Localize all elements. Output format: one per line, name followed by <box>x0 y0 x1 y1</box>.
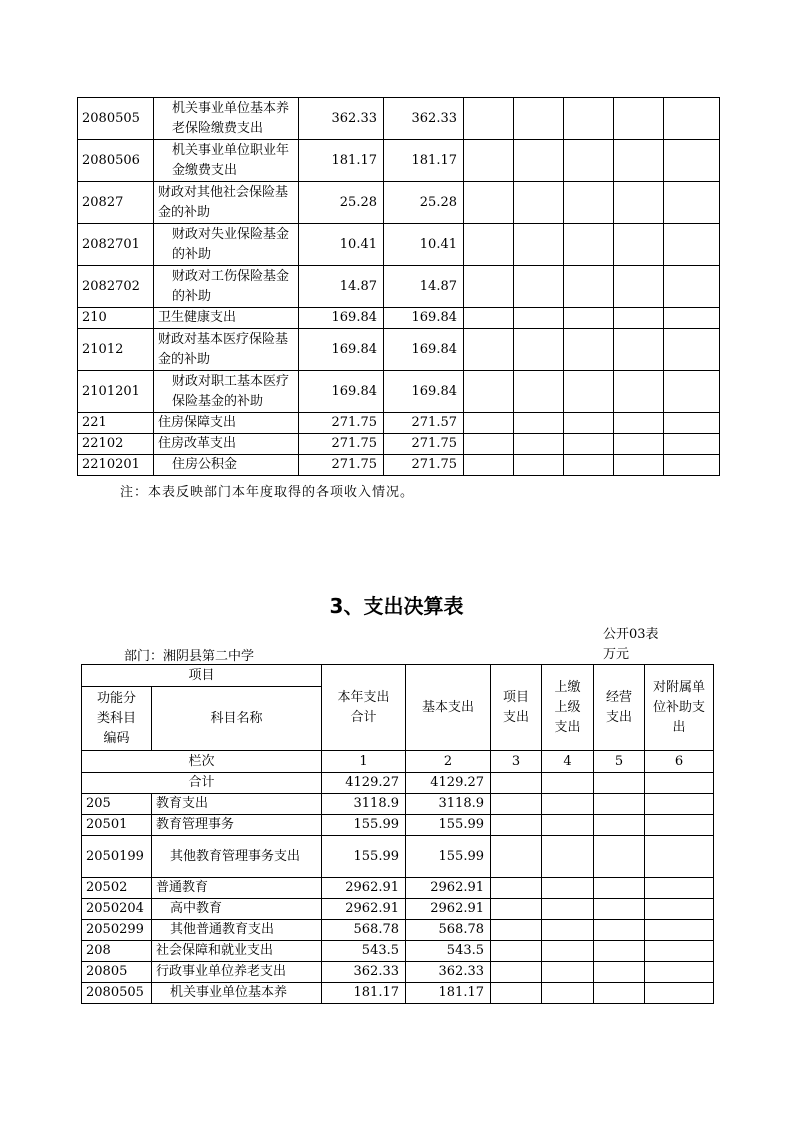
table-row <box>82 836 714 878</box>
row-basic: 271.75 <box>384 455 464 476</box>
header-upper: 上缴上级支出 <box>542 665 594 751</box>
row-basic: 181.17 <box>406 983 491 1004</box>
row-code: 2080505 <box>82 983 152 1004</box>
empty-cell <box>594 941 645 962</box>
empty-cell <box>514 455 564 476</box>
empty-cell <box>614 371 664 413</box>
row-basic: 155.99 <box>406 815 491 836</box>
empty-cell <box>464 434 514 455</box>
lanci-num: 3 <box>491 751 542 773</box>
row-name: 财政对工伤保险基金的补助 <box>154 266 299 308</box>
lanci-num: 6 <box>645 751 714 773</box>
empty-cell <box>491 794 542 815</box>
empty-cell <box>514 308 564 329</box>
table-row <box>78 413 720 434</box>
empty-cell <box>564 434 614 455</box>
row-code: 210 <box>78 308 154 329</box>
header-subsidy: 对附属单位补助支出 <box>645 665 714 751</box>
table-row <box>78 224 720 266</box>
row-name: 普通教育 <box>152 878 322 899</box>
empty-cell <box>645 920 714 941</box>
empty-cell <box>664 308 720 329</box>
row-total: 169.84 <box>299 308 384 329</box>
table-note: 注：本表反映部门本年度取得的各项收入情况。 <box>120 485 415 500</box>
empty-cell <box>491 836 542 878</box>
empty-cell <box>564 329 614 371</box>
row-total: 181.17 <box>322 983 406 1004</box>
empty-cell <box>464 308 514 329</box>
empty-cell <box>464 140 514 182</box>
empty-cell <box>542 815 594 836</box>
empty-cell <box>514 371 564 413</box>
row-code: 208 <box>82 941 152 962</box>
row-code: 2050199 <box>82 836 152 878</box>
row-code: 205 <box>82 794 152 815</box>
table-row <box>78 455 720 476</box>
table-row <box>82 983 714 1004</box>
table-row <box>82 815 714 836</box>
row-basic: 10.41 <box>384 224 464 266</box>
row-name: 其他教育管理事务支出 <box>152 836 322 878</box>
table-row <box>82 920 714 941</box>
empty-cell <box>514 98 564 140</box>
row-code: 20805 <box>82 962 152 983</box>
empty-cell <box>564 455 614 476</box>
empty-cell <box>564 371 614 413</box>
row-code: 2210201 <box>78 455 154 476</box>
empty-cell <box>491 878 542 899</box>
empty-cell <box>564 266 614 308</box>
row-total: 3118.9 <box>322 794 406 815</box>
empty-cell <box>491 983 542 1004</box>
row-total: 169.84 <box>299 329 384 371</box>
row-code: 22102 <box>78 434 154 455</box>
header-project: 项目 <box>82 665 322 687</box>
empty-cell <box>542 794 594 815</box>
empty-cell <box>564 140 614 182</box>
row-name: 社会保障和就业支出 <box>152 941 322 962</box>
empty-cell <box>594 920 645 941</box>
public-label: 公开03表 <box>603 627 659 642</box>
empty-cell <box>614 413 664 434</box>
row-total: 2962.91 <box>322 878 406 899</box>
empty-cell <box>614 434 664 455</box>
empty-cell <box>464 371 514 413</box>
empty-cell <box>645 836 714 878</box>
header-project-exp: 项目支出 <box>491 665 542 751</box>
row-name: 财政对其他社会保险基金的补助 <box>154 182 299 224</box>
row-total: 10.41 <box>299 224 384 266</box>
row-basic: 2962.91 <box>406 899 491 920</box>
row-code: 20827 <box>78 182 154 224</box>
empty-cell <box>645 941 714 962</box>
row-code: 21012 <box>78 329 154 371</box>
empty-cell <box>594 836 645 878</box>
row-basic: 155.99 <box>406 836 491 878</box>
row-name: 高中教育 <box>152 899 322 920</box>
empty-cell <box>664 455 720 476</box>
row-total: 25.28 <box>299 182 384 224</box>
empty-cell <box>664 224 720 266</box>
table-row <box>78 98 720 140</box>
empty-cell <box>614 308 664 329</box>
table-row <box>82 941 714 962</box>
header-name: 科目名称 <box>152 687 322 751</box>
empty-cell <box>594 962 645 983</box>
empty-cell <box>594 794 645 815</box>
lanci-label: 栏次 <box>82 751 322 773</box>
unit-label: 万元 <box>603 647 630 662</box>
empty-cell <box>645 878 714 899</box>
row-total: 155.99 <box>322 815 406 836</box>
empty-cell <box>594 983 645 1004</box>
empty-cell <box>542 878 594 899</box>
row-code: 20501 <box>82 815 152 836</box>
table-row <box>78 266 720 308</box>
empty-cell <box>514 140 564 182</box>
empty-cell <box>594 878 645 899</box>
empty-cell <box>664 413 720 434</box>
row-total: 362.33 <box>322 962 406 983</box>
empty-cell <box>614 266 664 308</box>
table-row <box>82 794 714 815</box>
empty-cell <box>542 941 594 962</box>
row-code: 2050204 <box>82 899 152 920</box>
empty-cell <box>491 815 542 836</box>
empty-cell <box>664 140 720 182</box>
empty-cell <box>491 899 542 920</box>
empty-cell <box>614 224 664 266</box>
table-row <box>78 329 720 371</box>
row-basic: 271.57 <box>384 413 464 434</box>
row-basic: 169.84 <box>384 371 464 413</box>
row-basic: 271.75 <box>384 434 464 455</box>
row-total: 14.87 <box>299 266 384 308</box>
sum-label: 合计 <box>82 773 322 794</box>
lanci-num: 1 <box>322 751 406 773</box>
empty-cell <box>664 329 720 371</box>
empty-cell <box>564 182 614 224</box>
row-basic: 543.5 <box>406 941 491 962</box>
row-basic: 2962.91 <box>406 878 491 899</box>
empty-cell <box>594 815 645 836</box>
section-title: 3、支出决算表 <box>329 594 464 618</box>
table-row <box>78 371 720 413</box>
lanci-num: 5 <box>594 751 645 773</box>
empty-cell <box>664 434 720 455</box>
empty-cell <box>645 962 714 983</box>
table-row <box>78 308 720 329</box>
empty-cell <box>491 941 542 962</box>
empty-cell <box>594 899 645 920</box>
empty-cell <box>645 815 714 836</box>
row-total: 2962.91 <box>322 899 406 920</box>
table-row <box>78 182 720 224</box>
row-code: 20502 <box>82 878 152 899</box>
department-label: 部门：湘阴县第二中学 <box>124 649 255 664</box>
table-row <box>78 434 720 455</box>
row-basic: 169.84 <box>384 329 464 371</box>
header-total: 本年支出合计 <box>322 665 406 751</box>
row-code: 2101201 <box>78 371 154 413</box>
table-row <box>78 140 720 182</box>
lanci-num: 4 <box>542 751 594 773</box>
lanci-num: 2 <box>406 751 491 773</box>
empty-cell <box>645 794 714 815</box>
income-table-continued <box>77 97 720 476</box>
row-code: 2080505 <box>78 98 154 140</box>
row-total: 271.75 <box>299 413 384 434</box>
empty-cell <box>542 983 594 1004</box>
header-business: 经营支出 <box>594 665 645 751</box>
row-name: 教育管理事务 <box>152 815 322 836</box>
empty-cell <box>542 899 594 920</box>
empty-cell <box>614 98 664 140</box>
sum-total: 4129.27 <box>322 773 406 794</box>
row-total: 271.75 <box>299 455 384 476</box>
row-name: 住房保障支出 <box>154 413 299 434</box>
empty-cell <box>514 434 564 455</box>
empty-cell <box>464 413 514 434</box>
row-basic: 169.84 <box>384 308 464 329</box>
row-basic: 362.33 <box>406 962 491 983</box>
empty-cell <box>645 899 714 920</box>
empty-cell <box>464 266 514 308</box>
row-code: 2080506 <box>78 140 154 182</box>
header-code: 功能分类科目编码 <box>82 687 152 751</box>
table-row <box>82 962 714 983</box>
empty-cell <box>542 836 594 878</box>
row-code: 2082701 <box>78 224 154 266</box>
row-total: 362.33 <box>299 98 384 140</box>
row-name: 卫生健康支出 <box>154 308 299 329</box>
empty-cell <box>464 455 514 476</box>
header-basic: 基本支出 <box>406 665 491 751</box>
empty-cell <box>664 266 720 308</box>
empty-cell <box>491 962 542 983</box>
row-basic: 25.28 <box>384 182 464 224</box>
row-name: 机关事业单位基本养 <box>152 983 322 1004</box>
empty-cell <box>464 329 514 371</box>
empty-cell <box>564 413 614 434</box>
row-basic: 568.78 <box>406 920 491 941</box>
row-code: 2050299 <box>82 920 152 941</box>
empty-cell <box>614 182 664 224</box>
empty-cell <box>564 308 614 329</box>
row-code: 221 <box>78 413 154 434</box>
empty-cell <box>564 224 614 266</box>
row-name: 财政对职工基本医疗保险基金的补助 <box>154 371 299 413</box>
row-name: 财政对失业保险基金的补助 <box>154 224 299 266</box>
empty-cell <box>514 224 564 266</box>
empty-cell <box>514 413 564 434</box>
expenditure-table <box>81 664 714 1004</box>
empty-cell <box>664 98 720 140</box>
row-name: 机关事业单位基本养老保险缴费支出 <box>154 98 299 140</box>
empty-cell <box>491 920 542 941</box>
row-name: 教育支出 <box>152 794 322 815</box>
table-row <box>82 878 714 899</box>
empty-cell <box>614 455 664 476</box>
empty-cell <box>514 266 564 308</box>
row-code: 2082702 <box>78 266 154 308</box>
empty-cell <box>542 920 594 941</box>
empty-cell <box>464 98 514 140</box>
empty-cell <box>514 182 564 224</box>
empty-cell <box>514 329 564 371</box>
sum-basic: 4129.27 <box>406 773 491 794</box>
row-basic: 181.17 <box>384 140 464 182</box>
empty-cell <box>614 140 664 182</box>
row-name: 住房改革支出 <box>154 434 299 455</box>
row-name: 机关事业单位职业年金缴费支出 <box>154 140 299 182</box>
empty-cell <box>664 182 720 224</box>
empty-cell <box>542 962 594 983</box>
row-name: 其他普通教育支出 <box>152 920 322 941</box>
empty-cell <box>614 329 664 371</box>
public-label-block <box>603 625 659 665</box>
empty-cell <box>664 371 720 413</box>
row-basic: 362.33 <box>384 98 464 140</box>
row-total: 169.84 <box>299 371 384 413</box>
row-total: 568.78 <box>322 920 406 941</box>
row-basic: 14.87 <box>384 266 464 308</box>
row-name: 住房公积金 <box>154 455 299 476</box>
row-basic: 3118.9 <box>406 794 491 815</box>
table-row <box>82 899 714 920</box>
row-total: 543.5 <box>322 941 406 962</box>
row-name: 财政对基本医疗保险基金的补助 <box>154 329 299 371</box>
empty-cell <box>464 224 514 266</box>
row-total: 155.99 <box>322 836 406 878</box>
empty-cell <box>464 182 514 224</box>
row-total: 181.17 <box>299 140 384 182</box>
row-total: 271.75 <box>299 434 384 455</box>
empty-cell <box>645 983 714 1004</box>
empty-cell <box>564 98 614 140</box>
row-name: 行政事业单位养老支出 <box>152 962 322 983</box>
